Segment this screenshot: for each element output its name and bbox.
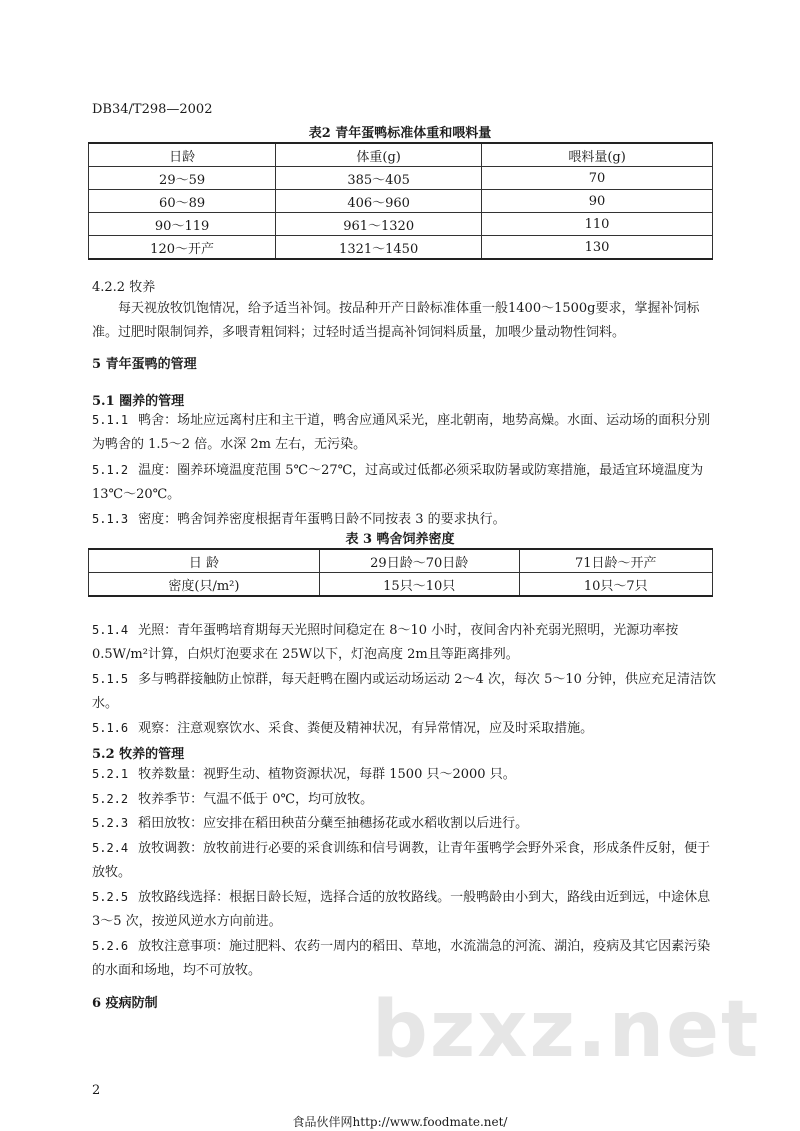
clause-5-2-2 — [92, 787, 720, 812]
section-4-2-2-text: 每天视放牧饥饱情况，给予适当补饲。按品种开产日龄标准体重一般1400～1500g要求，掌握补饲标准。过肥时限制饲养，多喂青粗饲料；过轻时适当提高补饲饲料质量，加喂少量动物性饲料。 — [92, 301, 700, 340]
table-cell: 密度(只/m²) — [89, 573, 320, 597]
clause-text: 牧养数量：视野生动、植物资源状况，每群 1500 只～2000 只。 — [138, 767, 516, 782]
table-cell: 90～119 — [89, 213, 276, 236]
table-cell: 60～89 — [89, 190, 276, 213]
table-cell: 110 — [482, 213, 713, 236]
clause-text: 放牧路线选择：根据日龄长短，选择合适的放牧路线。一般鸭龄由小到大，路线由近到远，中途休息 3～5 次，按逆风逆水方向前进。 — [92, 890, 711, 929]
table-row — [89, 213, 713, 236]
section-4-2-2-heading: 4.2.2 牧养 — [92, 280, 156, 295]
table-cell: 406～960 — [276, 190, 482, 213]
column-header: 日 龄 — [89, 549, 320, 573]
column-header: 29日龄～70日龄 — [319, 549, 519, 573]
table-cell: 70 — [482, 167, 713, 190]
table2-title: 表2 青年蛋鸭标准体重和喂料量 — [308, 126, 492, 141]
table-cell: 130 — [482, 236, 713, 260]
section-6-heading: 6 疫病防制 — [92, 996, 158, 1011]
table-header-row — [89, 549, 713, 573]
clause-5-1-1 — [92, 408, 720, 457]
clause-number: 5.2.1 — [92, 767, 129, 781]
watermark: bzxz.net — [372, 985, 761, 1075]
table-row — [89, 190, 713, 213]
section-5-heading: 5 青年蛋鸭的管理 — [92, 357, 197, 372]
table3 — [88, 548, 713, 597]
table-cell: 15只～10只 — [319, 573, 519, 597]
column-header: 日龄 — [89, 143, 276, 167]
clause-5-2-3 — [92, 811, 720, 836]
clause-5-1-4 — [92, 618, 720, 667]
table-header-row — [89, 143, 713, 167]
clause-5-1-5 — [92, 667, 720, 716]
clause-number: 5.2.3 — [92, 816, 129, 830]
column-header: 体重(g) — [276, 143, 482, 167]
clause-number: 5.1.4 — [92, 623, 129, 637]
standard-code: DB34/T298—2002 — [92, 102, 213, 117]
page-number: 2 — [92, 1083, 101, 1098]
clause-number: 5.2.5 — [92, 890, 129, 904]
clause-number: 5.2.2 — [92, 792, 129, 806]
clause-text: 多与鸭群接触防止惊群，每天赶鸭在圈内或运动场运动 2～4 次，每次 5～10 分钟，供应充足清洁饮水。 — [92, 672, 717, 711]
clause-number: 5.1.5 — [92, 672, 129, 686]
table2 — [88, 142, 713, 260]
table3-title: 表 3 鸭舍饲养密度 — [345, 532, 455, 547]
clause-text: 鸭舍：场址应远离村庄和主干道，鸭舍应通风采光，座北朝南，地势高燥。水面、运动场的面积分别为鸭舍的 1.5～2 倍。水深 2m 左右，无污染。 — [92, 413, 711, 452]
clause-5-2-5 — [92, 885, 720, 934]
table-cell: 29～59 — [89, 167, 276, 190]
clause-text: 放牧注意事项：施过肥料、农药一周内的稻田、草地，水流湍急的河流、湖泊，疫病及其它因素污染的水面和场地，均不可放牧。 — [92, 939, 711, 978]
clause-text: 温度：圈养环境温度范围 5℃～27℃，过高或过低都必须采取防暑或防寒措施，最适宜环境温度为 13℃～20℃。 — [92, 463, 704, 502]
clause-text: 放牧调教：放牧前进行必要的采食训练和信号调教，让青年蛋鸭学会野外采食，形成条件反射，便于放牧。 — [92, 841, 711, 880]
table-cell: 90 — [482, 190, 713, 213]
clause-text: 光照：青年蛋鸭培育期每天光照时间稳定在 8～10 小时，夜间舍内补充弱光照明，光源功率按 0.5W/m²计算，白炽灯泡要求在 25W以下，灯泡高度 2m且等距离排列。 — [92, 623, 679, 662]
table-cell: 1321～1450 — [276, 236, 482, 260]
section-5-2-heading: 5.2 牧养的管理 — [92, 747, 185, 762]
column-header: 71日龄～开产 — [519, 549, 712, 573]
clause-5-1-6 — [92, 716, 720, 741]
clause-number: 5.1.6 — [92, 721, 129, 735]
page-footer: 食品伙伴网http://www.foodmate.net/ — [292, 1115, 508, 1129]
clause-text: 密度：鸭舍饲养密度根据青年蛋鸭日龄不同按表 3 的要求执行。 — [138, 512, 506, 527]
clause-number: 5.2.6 — [92, 939, 129, 953]
clause-text: 牧养季节：气温不低于 0℃，均可放牧。 — [138, 792, 374, 807]
table-cell: 10只～7只 — [519, 573, 712, 597]
table-row — [89, 167, 713, 190]
table-row — [89, 573, 713, 597]
table-cell: 120～开产 — [89, 236, 276, 260]
section-5-1-heading: 5.1 圈养的管理 — [92, 394, 185, 409]
column-header: 喂料量(g) — [482, 143, 713, 167]
clause-number: 5.1.2 — [92, 463, 129, 477]
clause-5-2-6 — [92, 934, 720, 983]
clause-text: 观察：注意观察饮水、采食、粪便及精神状况，有异常情况，应及时采取措施。 — [138, 721, 594, 736]
table-cell: 961～1320 — [276, 213, 482, 236]
clause-number: 5.1.3 — [92, 512, 129, 526]
clause-number: 5.1.1 — [92, 413, 129, 427]
clause-number: 5.2.4 — [92, 841, 129, 855]
clause-text: 稻田放牧：应安排在稻田秧苗分蘖至抽穗扬花或水稻收割以后进行。 — [138, 816, 529, 831]
clause-5-1-2 — [92, 458, 720, 507]
clause-5-2-1 — [92, 762, 720, 787]
table-row — [89, 236, 713, 260]
clause-5-2-4 — [92, 836, 720, 885]
table-cell: 385～405 — [276, 167, 482, 190]
